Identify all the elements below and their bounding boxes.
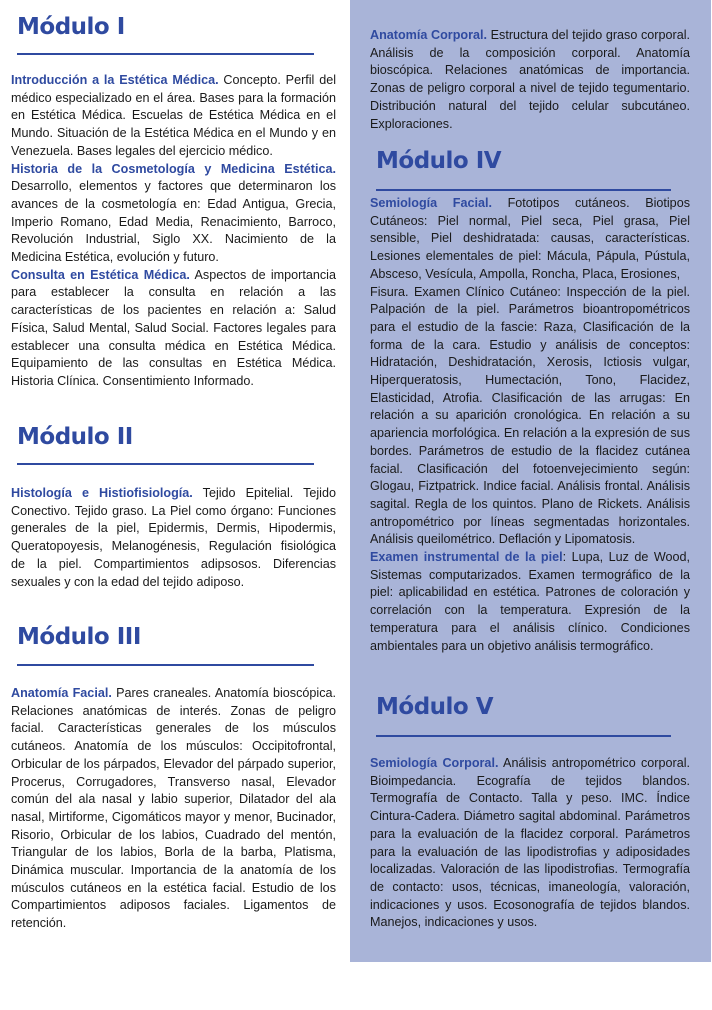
- module-5-body: [370, 755, 690, 932]
- topic-facial-anatomy: Anatomía Facial. Pares craneales. Anatomía bioscópica. Relaciones anatómicas de interés. Zonas de peligro facial. Características generales de los músculos cutáneos. Anatomía de los músculos: Occipitofrontal, Orbicular de los párpados, Elevador del párpado superior, Procerus, Corrugadores, Transverso nasal, Elevador común del ala nasal y labio superior, Dilatador del ala nasal, Mirtiforme, Cigomáticos mayor y menor, Bucinador, Risorio, Orbicular de los labios, Cuadrado del mentón, Triangular de los labios, Borla de la barba, Platisma, Dinámica muscular. Importancia de la anatomía de los músculos cutáneos en la estética facial. Estudio de los Compartimientos adiposos faciales. Ligamentos de retención.: [11, 686, 336, 931]
- module-2-body: [11, 485, 336, 591]
- module-2-title: Módulo II: [17, 424, 133, 450]
- module-1-rule: [17, 53, 314, 55]
- topic-history: Historia de la Cosmetología y Medicina Estética. Desarrollo, elementos y factores que determinaron los avances de la cosmetología en: Edad Antigua, Grecia, Imperio Romano, Edad Media, Renacimiento, Barroco, Revolución Industrial, Siglo XX. Nacimiento de la Medicina Estética, evolución y futuro.: [11, 161, 336, 265]
- body-anatomy-body: [370, 27, 690, 133]
- module-3-title: Módulo III: [17, 624, 141, 650]
- right-column-panel: [350, 0, 711, 962]
- topic-body-semiology: Semiología Corporal. Análisis antropométrico corporal. Bioimpedancia. Ecografía de tejidos blandos. Termografía de Contacto. Talla y peso. IMC. Índice Cintura-Cadera. Diámetro sagital abdominal. Parámetros para la evaluación de la flacidez corporal. Parámetros para la evaluación de las lipodistrofias y adiposidades localizadas. Valoración de las lipodistrofias. Termografía de contacto: usos, técnicas, imaneología, valoración, indicaciones y usos. Ecosonografía de tejidos blandos. Manejos, indicaciones y usos.: [370, 756, 690, 930]
- module-3-rule: [17, 664, 314, 666]
- topic-facial-semiology-cont: Fisura. Examen Clínico Cutáneo: Inspección de la piel. Palpación de la piel. Parámetros bioantropométricos para el estudio de la fascie: Raza, Clasificación de la forma de la cara. Estudio y análisis de conceptos: Hidratación, Deshidratación, Xerosis, Ictiosis vulgar, Hiperqueratosis, Humectación, Tono, Flacidez, Elasticidad, Atrofia. Clasificación de las arrugas: En relación a su aparición cronológica. En relación a su apariencia morfológica. En relación a la expresión de sus bordes. Parámetros de estudio de la flacidez cutánea facial. Clasificación del fotoenvejecimiento según: Glogau, Fiztpatrick. Indice facial. Análisis frontal. Análisis sagital. Regla de los quintos. Plano de Rickets. Análisis antropométrico por líneas segmentadas horizontales. Análisis queilométrico. Deflación y Lipomatosis.: [370, 284, 690, 547]
- topic-histology: Histología e Histiofisiología. Tejido Epitelial. Tejido Conectivo. Tejido graso. La Piel como órgano: Funciones generales de la piel, Epidermis, Dermis, Hipodermis, Queratopoyesis, Melanogénesis, Regulación fisiológica de la piel. Compartimientos adipsosos. Diferencias sexuales y con la edad del tejido adiposo.: [11, 486, 336, 589]
- topic-consult: Consulta en Estética Médica. Aspectos de importancia para establecer la consulta en relación a las características de los pacientes en relación a: Salud Física, Salud Mental, Salud Social. Factores legales para establecer una consulta médica en Estética Médica. Equipamiento de las consultas en Estética Médica. Historia Clínica. Consentimiento Informado.: [11, 267, 336, 388]
- topic-instrumental-exam: Examen instrumental de la piel: Lupa, Luz de Wood, Sistemas computarizados. Examen termográfico de la piel: aplicabilidad en estética. Patrones de coloración y correlación con la temperatura. Expresión de la temperatura para el análisis clínico. Condiciones ambientales para un objetivo análisis termográfico.: [370, 550, 690, 653]
- module-5-rule: [376, 735, 671, 737]
- module-5-title: Módulo V: [376, 694, 494, 720]
- module-1-body: [11, 72, 336, 391]
- module-3-body: [11, 685, 336, 933]
- topic-intro: Introducción a la Estética Médica. Concepto. Perfil del médico especializado en el área. Bases para la formación en Estética Médica. Escuelas de Estética Médica en el Mundo. Situación de la Estética Médica en el Mundo y en Venezuela. Bases legales del ejercicio médico.: [11, 73, 336, 158]
- module-2-rule: [17, 463, 314, 465]
- module-4-rule: [376, 189, 671, 191]
- topic-body-anatomy: Anatomía Corporal. Estructura del tejido graso corporal. Análisis de la composición corporal. Anatomía bioscópica. Relaciones anatómicas de importancia. Zonas de peligro corporal a nivel de tejido tegumentario. Distribución natural del tejido celular subcutáneo. Exploraciones.: [370, 28, 690, 131]
- topic-facial-semiology: Semiología Facial. Fototipos cutáneos. Biotipos Cutáneos: Piel normal, Piel seca, Piel grasa, Piel sensible, Piel deshidratada: causas, características. Lesiones elementales de piel: Mácula, Pápula, Pústula, Absceso, Vesícula, Ampolla, Roncha, Placa, Erosiones,: [370, 196, 690, 281]
- module-1-title: Módulo I: [17, 14, 125, 40]
- module-4-title: Módulo IV: [376, 148, 502, 174]
- module-4-body: [370, 195, 690, 655]
